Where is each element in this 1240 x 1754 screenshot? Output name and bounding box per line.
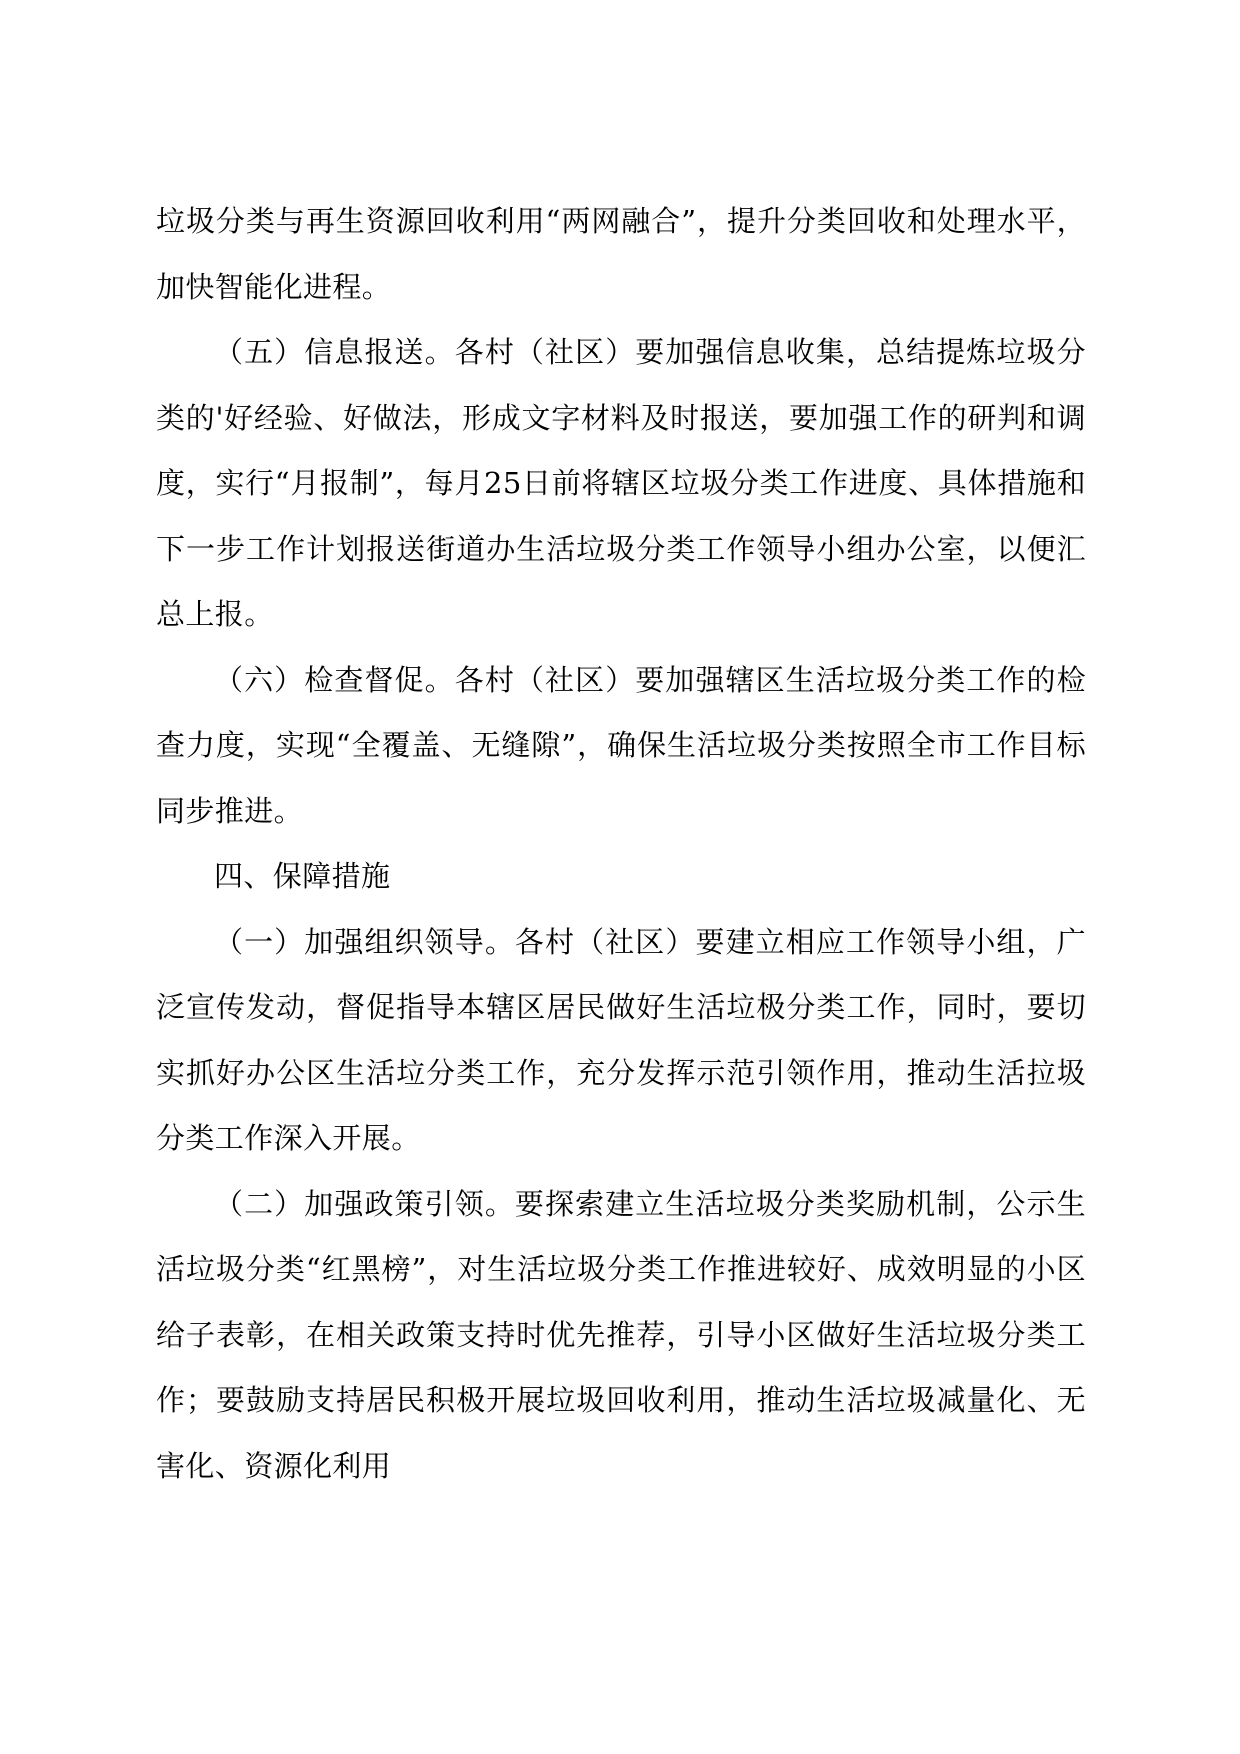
document-body [156,189,1086,1499]
paragraph-policy-guidance: （二）加强政策引领。要探索建立生活垃圾分类奖励机制，公示生活垃圾分类“红黑榜”，对生活垃圾分类工作推进较好、成效明显的小区给子表彰，在相关政策支持时优先推荐，引导小区做好生活垃圾分类工作；要鼓励支持居民积极开展垃圾回收利用，推动生活垃圾减量化、无害化、资源化利用 [156,1186,1086,1483]
paragraph-information-reporting: （五）信息报送。各村（社区）要加强信息收集，总结提炼垃圾分类的'好经验、好做法，形成文字材料及时报送，要加强工作的研判和调度，实行“月报制”，每月25日前将辖区垃圾分类工作进度、具体措施和下一步工作计划报送街道办生活垃圾分类工作领导小组办公室，以便汇总上报。 [156,335,1086,631]
section-heading-safeguards: 四、保障措施 [214,859,391,893]
paragraph-organizational-leadership: （一）加强组织领导。各村（社区）要建立相应工作领导小组，广泛宣传发动，督促指导本辖区居民做好生活垃极分类工作，同时，要切实抓好办公区生活垃分类工作，充分发挥示范引领作用，推动生活拉圾分类工作深入开展。 [156,924,1086,1155]
paragraph-inspection-supervision: （六）检查督促。各村（社区）要加强辖区生活垃圾分类工作的检查力度，实现“全覆盖、无缝隙”，确保生活垃圾分类按照全市工作目标同步推进。 [156,662,1086,828]
paragraph-continuation: 垃圾分类与再生资源回收利用“两网融合”，提升分类回收和处理水平，加快智能化进程。 [156,204,1086,304]
